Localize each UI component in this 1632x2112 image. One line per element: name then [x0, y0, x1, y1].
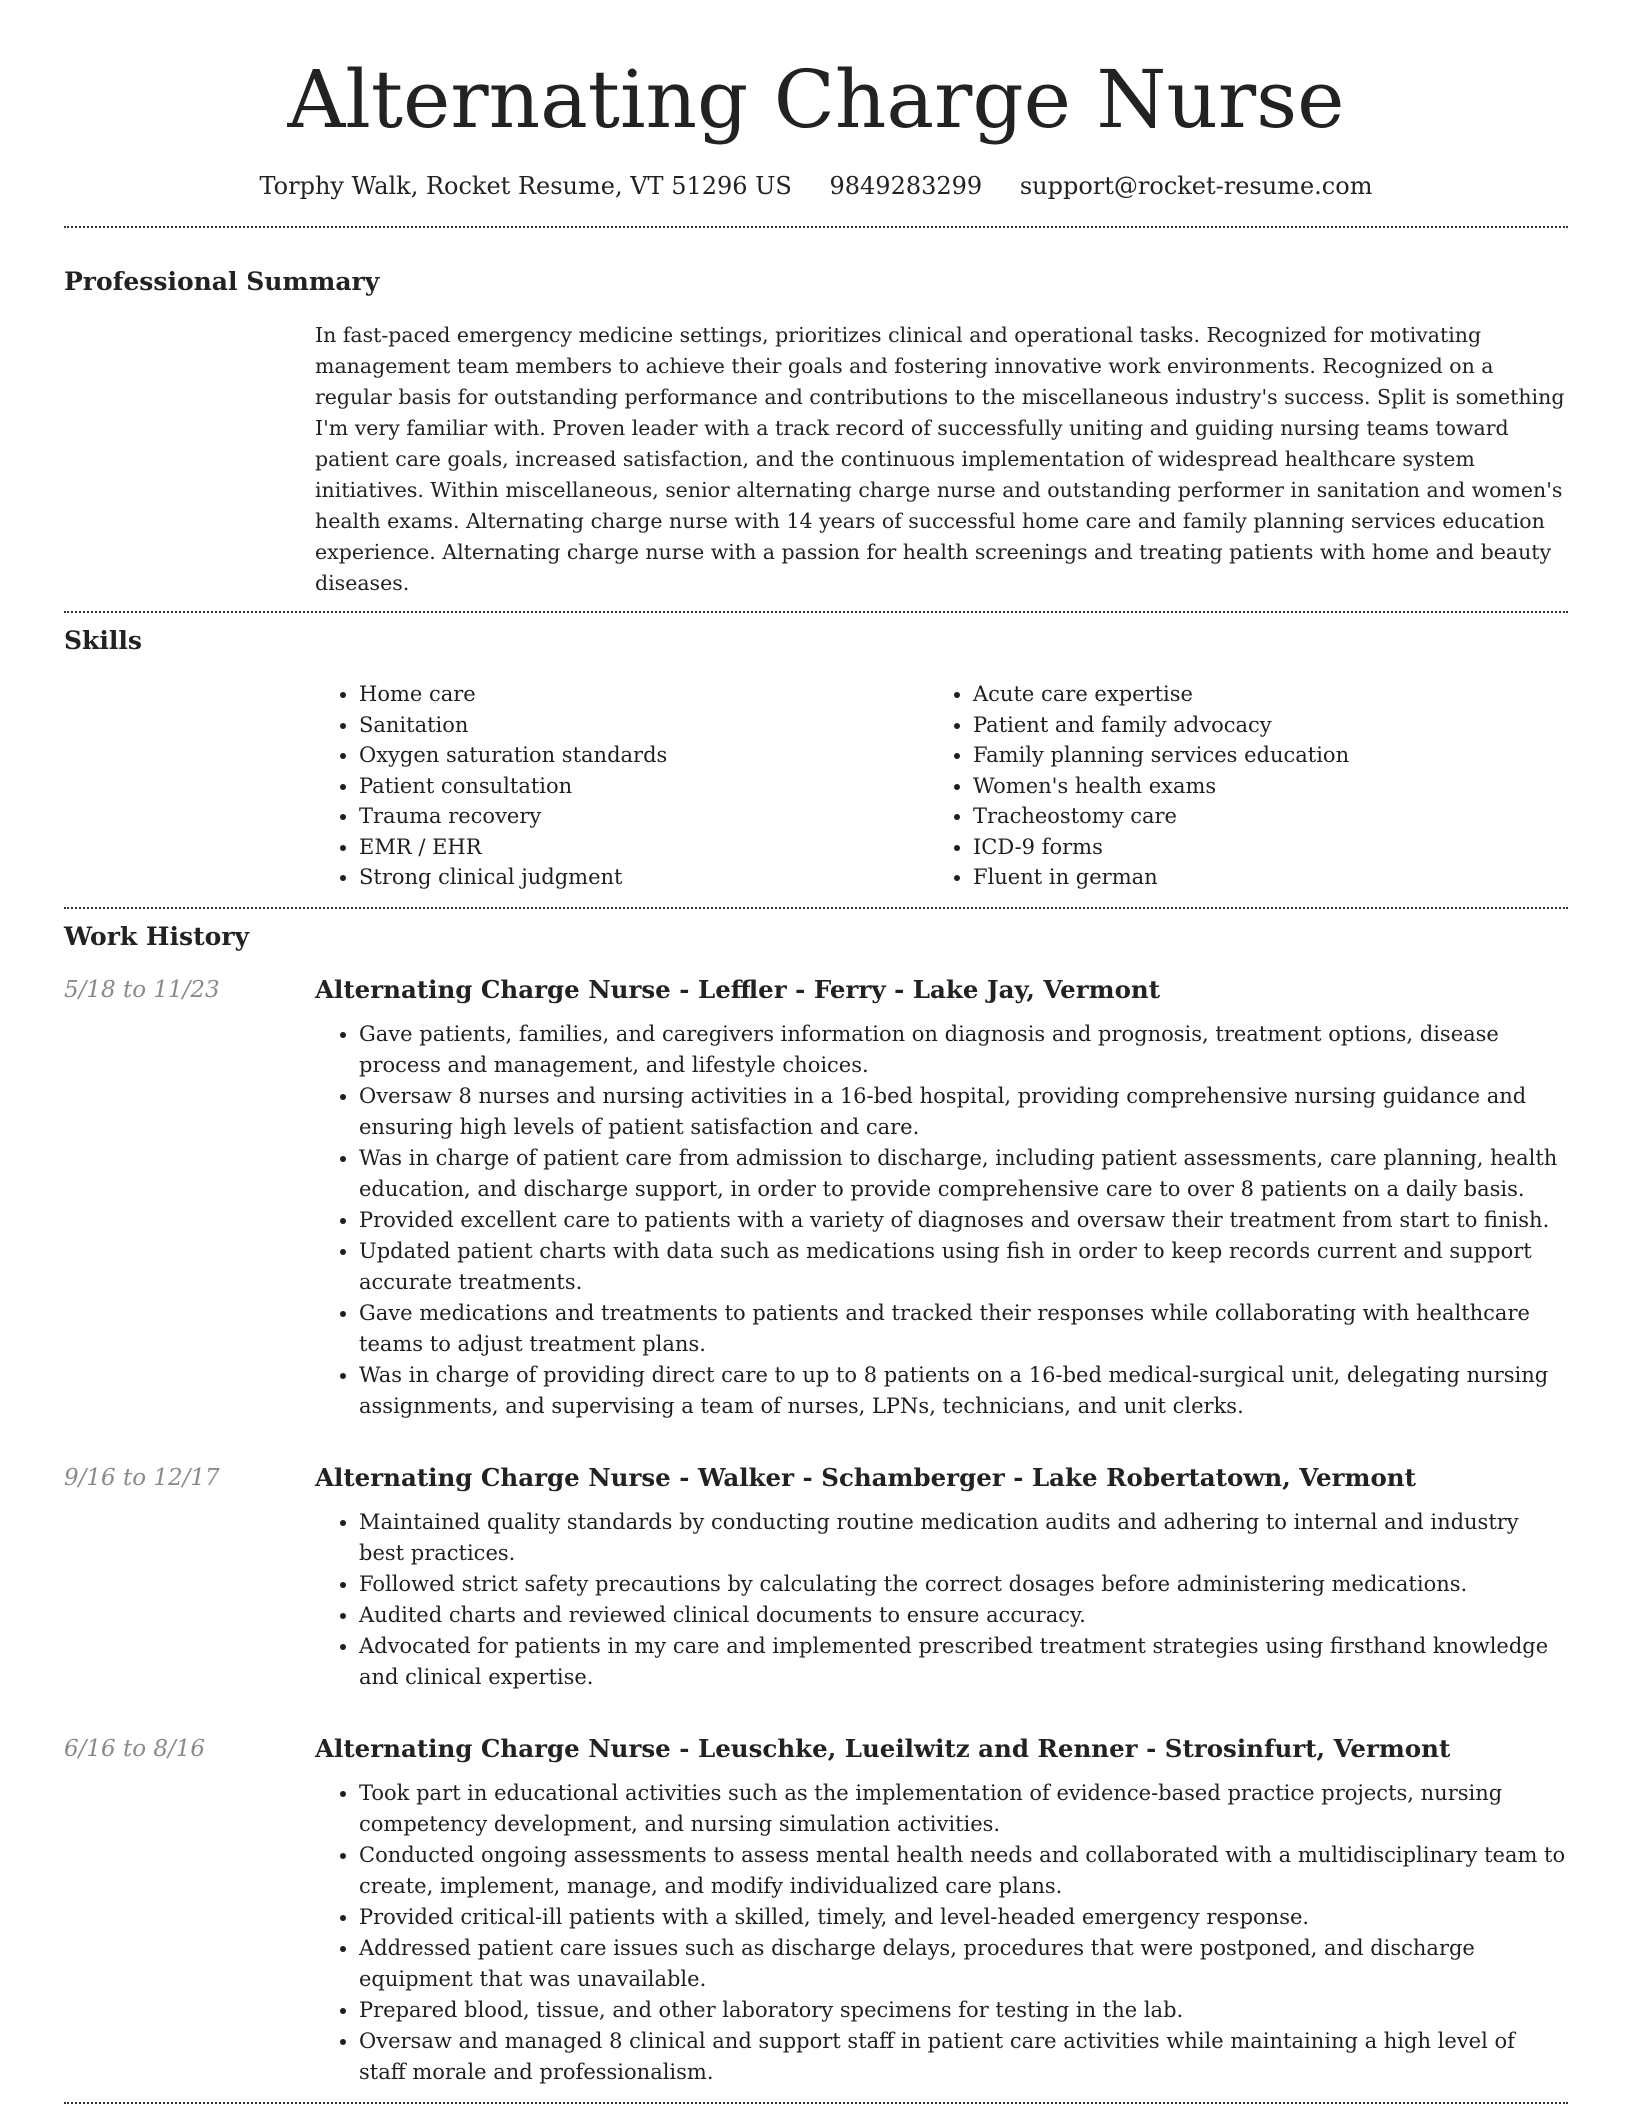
skill-item: • ICD-9 forms	[973, 832, 1543, 863]
job-bullets	[315, 1778, 1568, 2088]
job-bullet: • Advocated for patients in my care and implemented prescribed treatment strategies using firsthand knowledge and clinical expertise.	[359, 1631, 1568, 1693]
job-bullet: • Maintained quality standards by conducting routine medication audits and adhering to internal and industry best practices.	[359, 1507, 1568, 1569]
skill-item: • Sanitation	[359, 710, 929, 741]
skill-item: • Acute care expertise	[973, 679, 1543, 710]
skill-item: • Oxygen saturation standards	[359, 740, 929, 771]
job-bullet: • Addressed patient care issues such as discharge delays, procedures that were postponed, and discharge equipment that was unavailable.	[359, 1933, 1568, 1995]
job-entry	[64, 973, 1568, 1422]
job-body	[315, 1732, 1568, 2088]
contact-line	[64, 170, 1568, 202]
section-title-skills: Skills	[64, 626, 142, 655]
section-title-work-history: Work History	[64, 921, 250, 951]
job-bullet: • Provided critical-ill patients with a skilled, timely, and level-headed emergency response.	[359, 1902, 1568, 1933]
divider	[64, 2102, 1568, 2104]
job-entry	[64, 1461, 1568, 1693]
skill-item: • Patient and family advocacy	[973, 710, 1543, 741]
skill-item: • Strong clinical judgment	[359, 862, 929, 893]
resume-header	[64, 0, 1568, 202]
job-dates: 9/16 to 12/17	[64, 1464, 220, 1491]
divider	[64, 611, 1568, 613]
job-bullet: • Oversaw and managed 8 clinical and support staff in patient care activities while maintaining a high level of staff morale and professionalism.	[359, 2026, 1568, 2088]
job-bullet: • Updated patient charts with data such as medications using fish in order to keep records current and support accurate treatments.	[359, 1236, 1568, 1298]
job-bullet: • Provided excellent care to patients with a variety of diagnoses and oversaw their treatment from start to finish.	[359, 1205, 1568, 1236]
skill-item: • Women's health exams	[973, 771, 1543, 802]
job-body	[315, 1461, 1568, 1693]
contact-phone: 9849283299	[829, 172, 983, 200]
job-title: Alternating Charge Nurse - Leuschke, Lueilwitz and Renner - Strosinfurt, Vermont	[315, 1733, 1451, 1763]
skill-item: • Tracheostomy care	[973, 801, 1543, 832]
section-title-summary: Professional Summary	[64, 267, 380, 296]
job-entry	[64, 1732, 1568, 2088]
job-bullet: • Gave patients, families, and caregivers information on diagnosis and prognosis, treatment options, disease process and management, and lifestyle choices.	[359, 1019, 1568, 1081]
job-bullet: • Took part in educational activities such as the implementation of evidence-based practice projects, nursing competency development, and nursing simulation activities.	[359, 1778, 1568, 1840]
job-bullet: • Oversaw 8 nurses and nursing activities in a 16-bed hospital, providing comprehensive nursing guidance and ensuring high levels of patient satisfaction and care.	[359, 1081, 1568, 1143]
job-title: Alternating Charge Nurse - Leffler - Ferry - Lake Jay, Vermont	[315, 974, 1161, 1004]
skills-column-2	[929, 679, 1543, 893]
skill-item: • Home care	[359, 679, 929, 710]
divider	[64, 907, 1568, 909]
contact-email: support@rocket-resume.com	[1019, 172, 1373, 200]
summary-text: In fast-paced emergency medicine settings, prioritizes clinical and operational tasks. Recognized for motivating management team members to achieve their goals and fostering innovative work environments. Recognized on a regular basis for outstanding performance and contributions to the miscellaneous industry's success. Split is something I'm very familiar with. Proven leader with a track record of successfully uniting and guiding nursing teams toward patient care goals, increased satisfaction, and the continuous implementation of widespread healthcare system initiatives. Within miscellaneous, senior alternating charge nurse and outstanding performer in sanitation and women's health exams. Alternating charge nurse with 14 years of successful home care and family planning services education experience. Alternating charge nurse with a passion for health screenings and treating patients with home and beauty diseases.	[315, 323, 1565, 595]
job-title: Alternating Charge Nurse - Walker - Schamberger - Lake Robertatown, Vermont	[315, 1462, 1416, 1492]
job-bullet: • Prepared blood, tissue, and other laboratory specimens for testing in the lab.	[359, 1995, 1568, 2026]
job-bullet: • Audited charts and reviewed clinical documents to ensure accuracy.	[359, 1600, 1568, 1631]
job-bullets	[315, 1019, 1568, 1422]
job-bullet: • Was in charge of providing direct care to up to 8 patients on a 16-bed medical-surgical unit, delegating nursing assignments, and supervising a team of nurses, LPNs, technicians, and unit clerks.	[359, 1360, 1568, 1422]
job-dates: 5/18 to 11/23	[64, 976, 220, 1003]
skills-column-1	[315, 679, 929, 893]
skills-list	[315, 679, 1568, 893]
skill-item: • Trauma recovery	[359, 801, 929, 832]
job-bullet: • Gave medications and treatments to patients and tracked their responses while collaborating with healthcare teams to adjust treatment plans.	[359, 1298, 1568, 1360]
skill-item: • Family planning services education	[973, 740, 1543, 771]
skill-item: • EMR / EHR	[359, 832, 929, 863]
contact-address: Torphy Walk, Rocket Resume, VT 51296 US	[259, 172, 792, 200]
job-body	[315, 973, 1568, 1422]
resume-page	[64, 0, 1568, 2104]
skill-item: • Fluent in german	[973, 862, 1543, 893]
job-dates: 6/16 to 8/16	[64, 1735, 206, 1762]
job-bullet: • Followed strict safety precautions by calculating the correct dosages before administering medications.	[359, 1569, 1568, 1600]
candidate-name: Alternating Charge Nurse	[287, 53, 1345, 146]
job-bullets	[315, 1507, 1568, 1693]
job-bullet: • Conducted ongoing assessments to assess mental health needs and collaborated with a multidisciplinary team to create, implement, manage, and modify individualized care plans.	[359, 1840, 1568, 1902]
job-bullet: • Was in charge of patient care from admission to discharge, including patient assessments, care planning, health education, and discharge support, in order to provide comprehensive care to over 8 patients on a daily basis.	[359, 1143, 1568, 1205]
divider	[64, 226, 1568, 228]
skill-item: • Patient consultation	[359, 771, 929, 802]
